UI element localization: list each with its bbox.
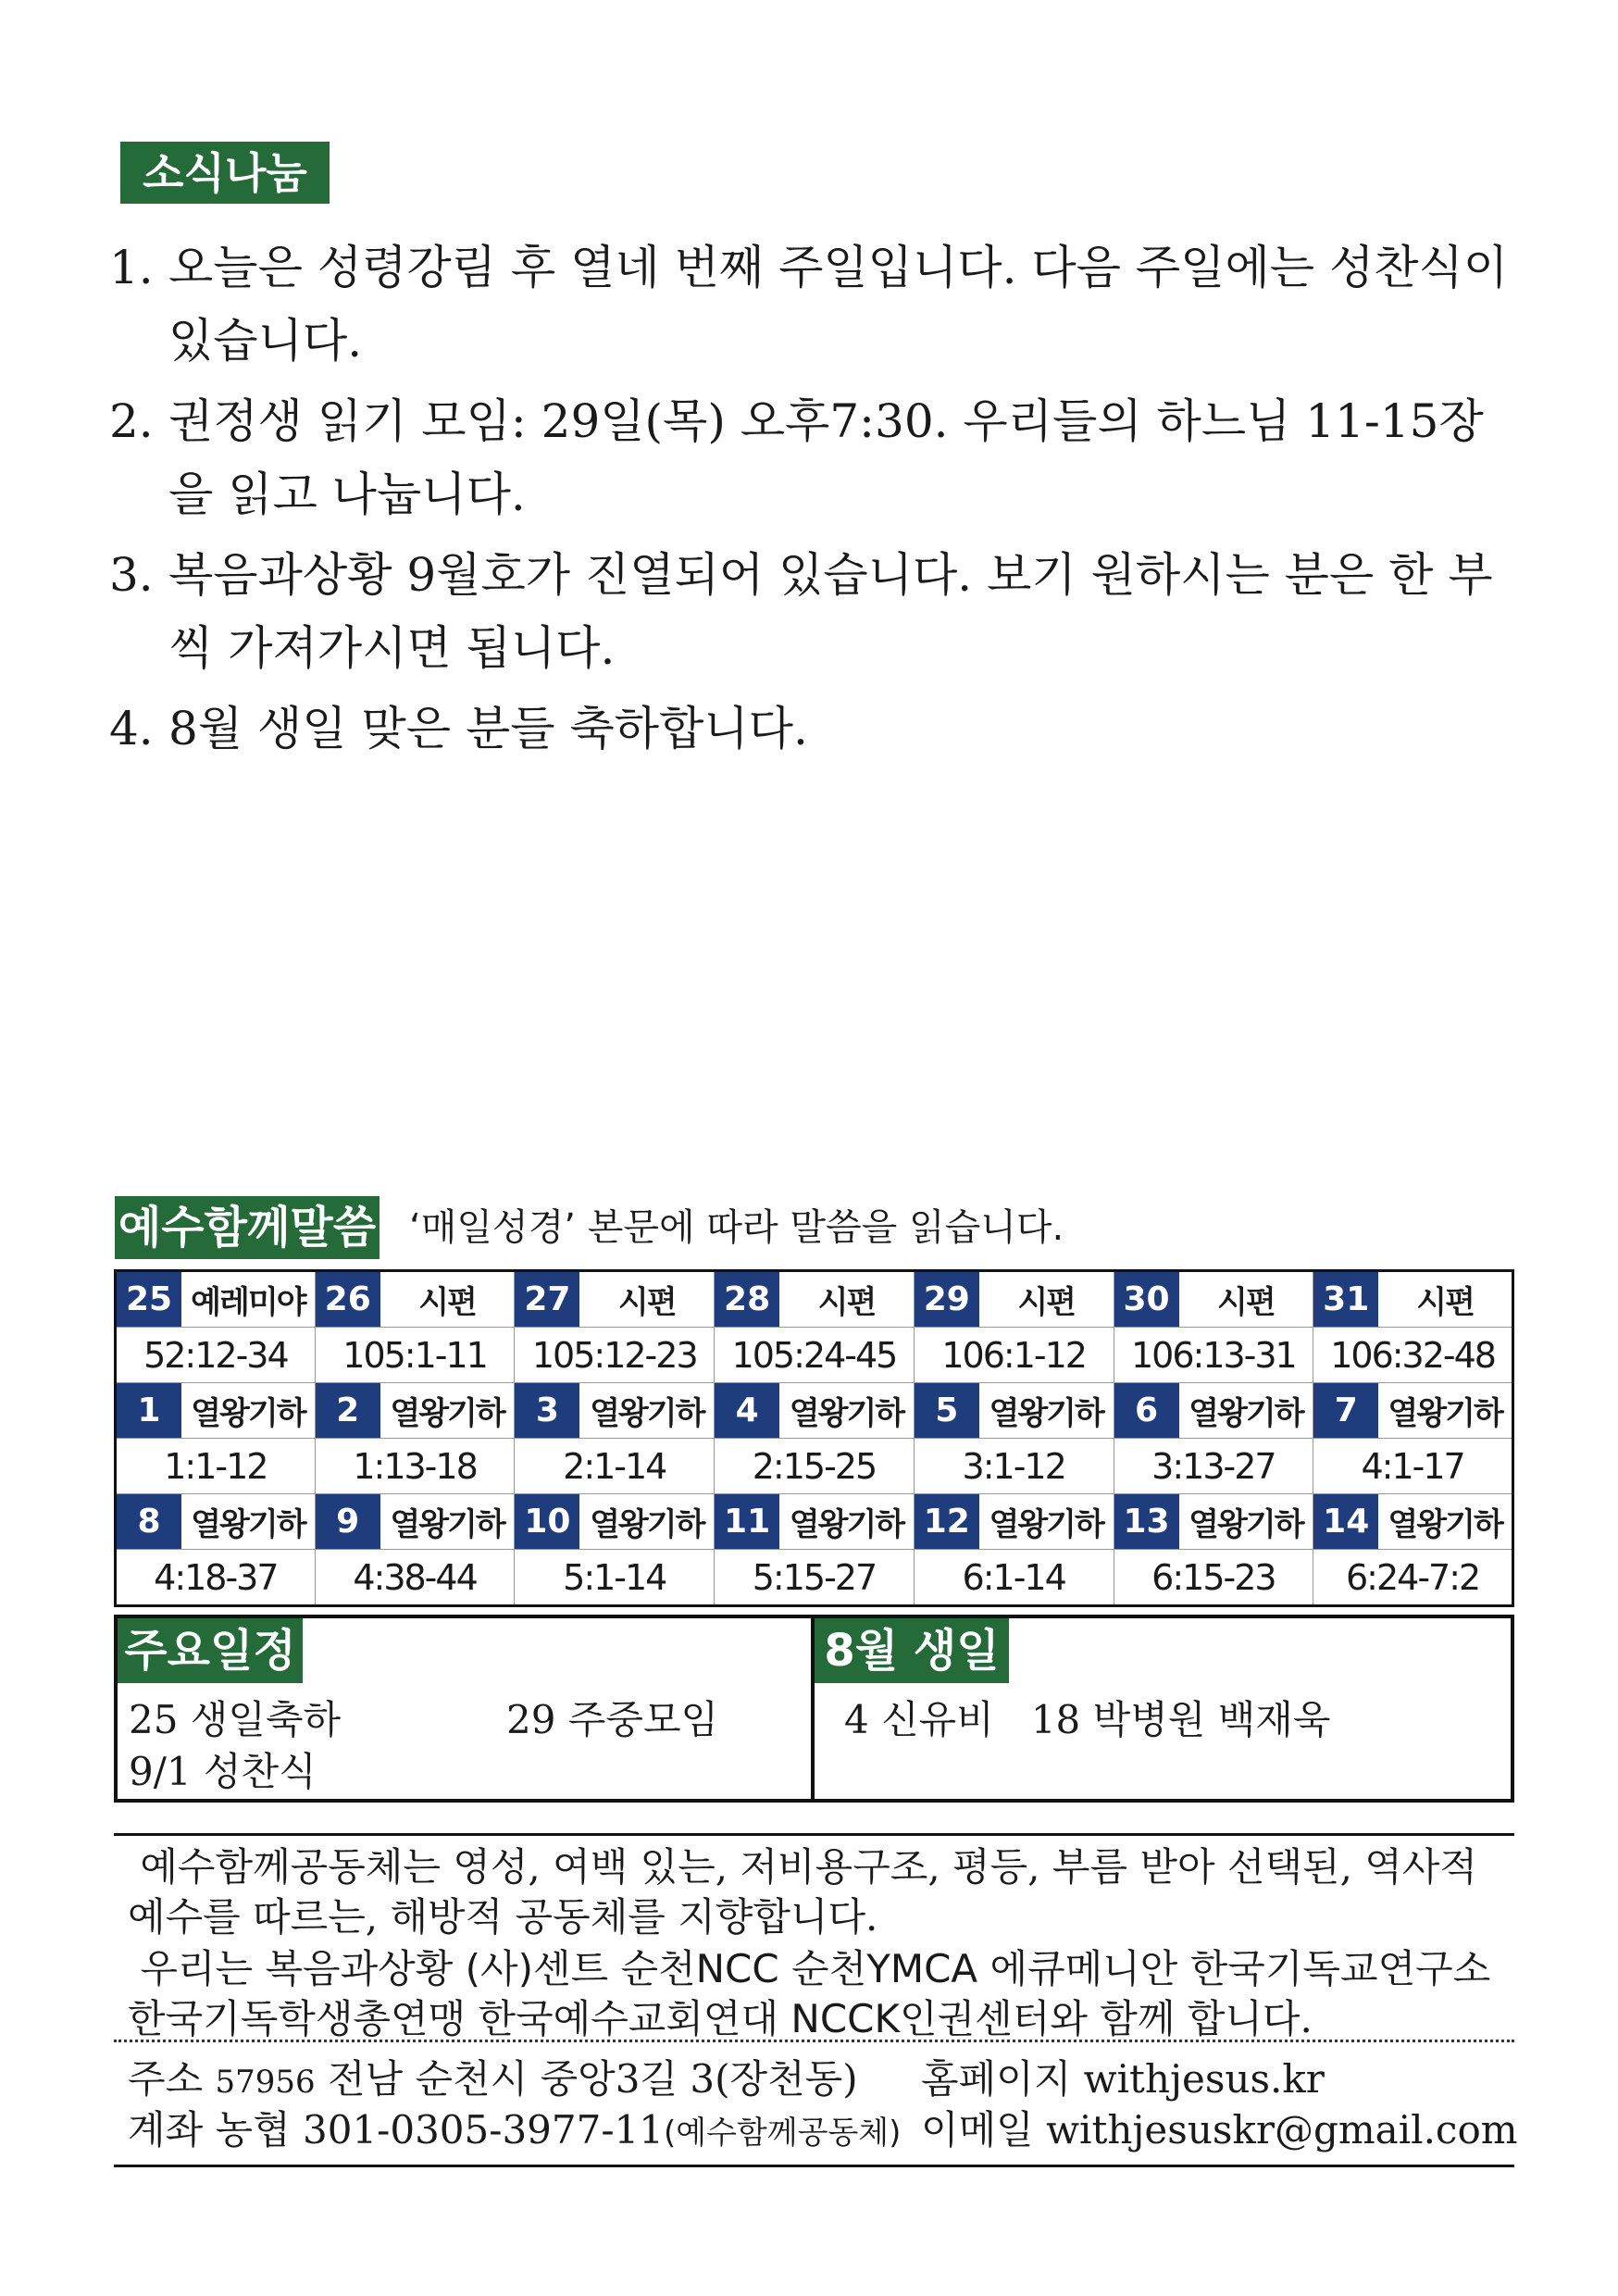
reading-book-name: 시편: [1416, 1284, 1474, 1321]
reading-reference: 5:1-14: [515, 1550, 715, 1606]
reading-reference: 52:12-34: [116, 1328, 316, 1383]
reading-day-number: 25: [117, 1272, 181, 1327]
mission-line: [128, 1842, 1512, 1892]
reading-day-number: 5: [915, 1383, 979, 1438]
reading-day-header: [316, 1494, 515, 1549]
reading-day-header: [715, 1383, 914, 1438]
reading-day-number: 1: [117, 1383, 181, 1438]
reading-day-number: 7: [1313, 1383, 1378, 1438]
reading-day-number: 27: [515, 1272, 579, 1327]
account-number: 농협 301-0305-3977-11: [215, 2107, 664, 2152]
reading-day-header: [515, 1494, 714, 1549]
reading-day-number: 2: [316, 1383, 380, 1438]
homepage-line: [921, 2053, 1325, 2105]
reading-day-number: 26: [316, 1272, 380, 1327]
reading-book-name: 열왕기하: [590, 1506, 704, 1543]
reading-table-body: [116, 1271, 1513, 1606]
reading-day-number: 10: [515, 1494, 579, 1549]
reading-day-cell: [515, 1383, 715, 1439]
reading-day-cell: [914, 1383, 1114, 1439]
reading-reference: 2:1-14: [515, 1439, 715, 1494]
reading-day-header: [1114, 1494, 1313, 1549]
reading-day-header: [915, 1272, 1114, 1327]
news-item-text: 오늘은 성령강림 후 열네 번째 주일입니다. 다음 주일에는 성찬식이 있습니다.: [168, 241, 1509, 368]
news-item-number: 3.: [109, 548, 154, 602]
partners-intro: 우리는: [140, 1946, 254, 1991]
reading-day-header: [117, 1272, 315, 1327]
reading-reference: 4:18-37: [116, 1550, 316, 1606]
news-item: [109, 231, 1516, 378]
reading-reference: 105:1-11: [315, 1328, 515, 1383]
news-item: [109, 693, 1516, 766]
reading-book-name: 시편: [1217, 1284, 1275, 1321]
address-label: 주소: [128, 2056, 204, 2102]
homepage-label: 홈페이지: [921, 2056, 1072, 2102]
reading-reference: 106:32-48: [1313, 1328, 1513, 1383]
reading-day-cell: [116, 1383, 316, 1439]
reading-book-name: 열왕기하: [1388, 1506, 1502, 1543]
reading-book-name: 시편: [817, 1284, 876, 1321]
reading-book-name: 열왕기하: [390, 1506, 504, 1543]
reading-reference: 2:15-25: [715, 1439, 915, 1494]
reading-day-header: [915, 1383, 1114, 1438]
reading-reference: 105:12-23: [515, 1328, 715, 1383]
news-item-number: 1.: [109, 241, 154, 294]
reading-day-cell: [1313, 1494, 1513, 1550]
news-list: [109, 231, 1516, 773]
partners-line: [128, 1944, 1512, 1994]
reading-day-cell: [1114, 1383, 1313, 1439]
news-item-text: 권정생 읽기 모임: 29일(목) 오후7:30. 우리들의 하느님 11-15장을 읽고 나눕니다.: [168, 394, 1484, 521]
reading-reference: 106:13-31: [1114, 1328, 1313, 1383]
news-item: [109, 385, 1516, 531]
birthday-box: [813, 1615, 1514, 1803]
reading-day-number: 4: [715, 1383, 779, 1438]
reading-reference: 1:13-18: [315, 1439, 515, 1494]
reading-reference: 6:15-23: [1114, 1550, 1313, 1606]
reading-day-number: 9: [316, 1494, 380, 1549]
reading-day-cell: [515, 1271, 715, 1328]
reading-book-name: 열왕기하: [989, 1506, 1103, 1543]
reading-day-number: 3: [515, 1383, 579, 1438]
reading-day-header: [915, 1494, 1114, 1549]
news-section-tag: 소식나눔: [120, 142, 330, 204]
reading-reference: 4:1-17: [1313, 1439, 1513, 1494]
homepage-link[interactable]: withjesus.kr: [1083, 2056, 1325, 2102]
footer-dotted-rule: [114, 2040, 1514, 2042]
reading-day-cell: [715, 1494, 915, 1550]
email-label: 이메일: [921, 2107, 1034, 2152]
bible-section-tag: 예수함께말씀: [115, 1196, 380, 1259]
reading-day-number: 29: [915, 1272, 979, 1327]
account-label: 계좌: [128, 2107, 204, 2152]
account-holder: (예수함께공동체): [663, 2115, 902, 2152]
reading-day-header: [515, 1272, 714, 1327]
reading-book-name: 시편: [1017, 1284, 1076, 1321]
news-item-number: 4.: [109, 702, 154, 755]
reading-day-cell: [1114, 1271, 1313, 1328]
reading-day-cell: [315, 1494, 515, 1550]
partners-names: 복음과상황 (사)센트 순천NCC 순천YMCA 에큐메니안 한국기독교연구소: [265, 1946, 1491, 1991]
partners-line: [128, 1994, 1512, 2044]
email-line: [921, 2104, 1518, 2156]
reading-day-number: 12: [915, 1494, 979, 1549]
reading-day-cell: [715, 1271, 915, 1328]
reading-reference: 6:24-7:2: [1313, 1550, 1513, 1606]
partners-names: 한국기독학생총연맹 한국예수교회연대 NCCK인권센터: [128, 1996, 1051, 2041]
reading-ref-row: [116, 1439, 1513, 1494]
news-item: [109, 539, 1516, 685]
mission-line: 예수를 따르는, 해방적 공동체를 지향합니다.: [128, 1894, 878, 1940]
reading-day-cell: [914, 1271, 1114, 1328]
reading-day-number: 13: [1114, 1494, 1179, 1549]
address-line: [128, 2053, 858, 2108]
reading-day-cell: [715, 1383, 915, 1439]
birthday-tag: 8월 생일: [815, 1618, 1009, 1683]
footer-top-rule: [114, 1833, 1514, 1836]
reading-day-header: [117, 1383, 315, 1438]
reading-day-cell: [315, 1383, 515, 1439]
reading-reference: 1:1-12: [116, 1439, 316, 1494]
reading-book-name: 열왕기하: [789, 1506, 904, 1543]
reading-reference: 106:1-12: [914, 1328, 1114, 1383]
footer-bottom-rule: [114, 2165, 1514, 2167]
reading-reference: 105:24-45: [715, 1328, 915, 1383]
news-item-text: 8월 생일 맞은 분들 축하합니다.: [168, 702, 808, 755]
news-item-text: 복음과상황 9월호가 진열되어 있습니다. 보기 원하시는 분은 한 부씩 가져가시면 됩니다.: [168, 548, 1493, 675]
reading-book-name: 열왕기하: [1189, 1506, 1303, 1543]
reading-table: [114, 1269, 1514, 1607]
schedule-box: [114, 1615, 813, 1803]
reading-book-name: 열왕기하: [191, 1395, 305, 1432]
reading-day-cell: [116, 1271, 316, 1328]
partners-outro: 와 함께 합니다.: [1050, 1996, 1313, 2041]
reading-day-header: [316, 1272, 515, 1327]
reading-day-number: 8: [117, 1494, 181, 1549]
bible-description: ‘매일성경’ 본문에 따라 말씀을 읽습니다.: [409, 1206, 1064, 1249]
reading-day-cell: [116, 1494, 316, 1550]
reading-day-header: [316, 1383, 515, 1438]
reading-ref-row: [116, 1328, 1513, 1383]
reading-day-header: [117, 1494, 315, 1549]
mission-text: 예수함께공동체는 영성, 여백 있는, 저비용구조, 평등, 부름 받아 선택된, 역사적: [140, 1844, 1478, 1890]
reading-reference: 4:38-44: [315, 1550, 515, 1606]
reading-book-name: 열왕기하: [1388, 1395, 1502, 1432]
reading-book-name: 열왕기하: [390, 1395, 504, 1432]
reading-day-header: [1313, 1494, 1512, 1549]
reading-day-header: [1313, 1272, 1512, 1327]
reading-day-header: [1114, 1383, 1313, 1438]
reading-reference: 5:15-27: [715, 1550, 915, 1606]
reading-day-number: 6: [1114, 1383, 1179, 1438]
email-link[interactable]: withjesuskr@gmail.com: [1046, 2107, 1518, 2152]
reading-day-cell: [914, 1494, 1114, 1550]
reading-book-name: 시편: [418, 1284, 476, 1321]
reading-book-name: 열왕기하: [191, 1506, 305, 1543]
reading-reference: 6:1-14: [914, 1550, 1114, 1606]
schedule-item: 9/1 성찬식: [129, 1749, 317, 1794]
address-text: 전남 순천시 중앙3길 3(장천동): [328, 2056, 858, 2102]
reading-day-number: 31: [1313, 1272, 1378, 1327]
reading-day-header: [1313, 1383, 1512, 1438]
reading-header-row: [116, 1271, 1513, 1328]
reading-day-cell: [1114, 1494, 1313, 1550]
schedule-item: 25 생일축하: [129, 1697, 342, 1742]
reading-day-header: [715, 1272, 914, 1327]
reading-day-number: 11: [715, 1494, 779, 1549]
reading-day-number: 14: [1313, 1494, 1378, 1549]
reading-book-name: 시편: [617, 1284, 676, 1321]
reading-day-header: [715, 1494, 914, 1549]
reading-day-header: [515, 1383, 714, 1438]
reading-book-name: 열왕기하: [789, 1395, 904, 1432]
reading-header-row: [116, 1383, 1513, 1439]
reading-day-number: 30: [1114, 1272, 1179, 1327]
reading-day-cell: [1313, 1383, 1513, 1439]
reading-book-name: 열왕기하: [1189, 1395, 1303, 1432]
reading-reference: 3:13-27: [1114, 1439, 1313, 1494]
reading-day-cell: [515, 1494, 715, 1550]
news-item-number: 2.: [109, 394, 154, 448]
reading-day-header: [1114, 1272, 1313, 1327]
schedule-item: 29 주중모임: [506, 1697, 719, 1742]
schedule-tag: 주요일정: [118, 1618, 303, 1683]
reading-reference: 3:1-12: [914, 1439, 1114, 1494]
reading-book-name: 열왕기하: [989, 1395, 1103, 1432]
reading-day-cell: [315, 1271, 515, 1328]
reading-day-cell: [1313, 1271, 1513, 1328]
address-zip: 57956: [215, 2064, 316, 2101]
reading-day-number: 28: [715, 1272, 779, 1327]
reading-book-name: 열왕기하: [590, 1395, 704, 1432]
reading-book-name: 예레미야: [191, 1284, 305, 1321]
reading-ref-row: [116, 1550, 1513, 1606]
account-line: [128, 2104, 901, 2159]
reading-header-row: [116, 1494, 1513, 1550]
birthday-list: 4 신유비 18 박병원 백재욱: [844, 1697, 1331, 1742]
